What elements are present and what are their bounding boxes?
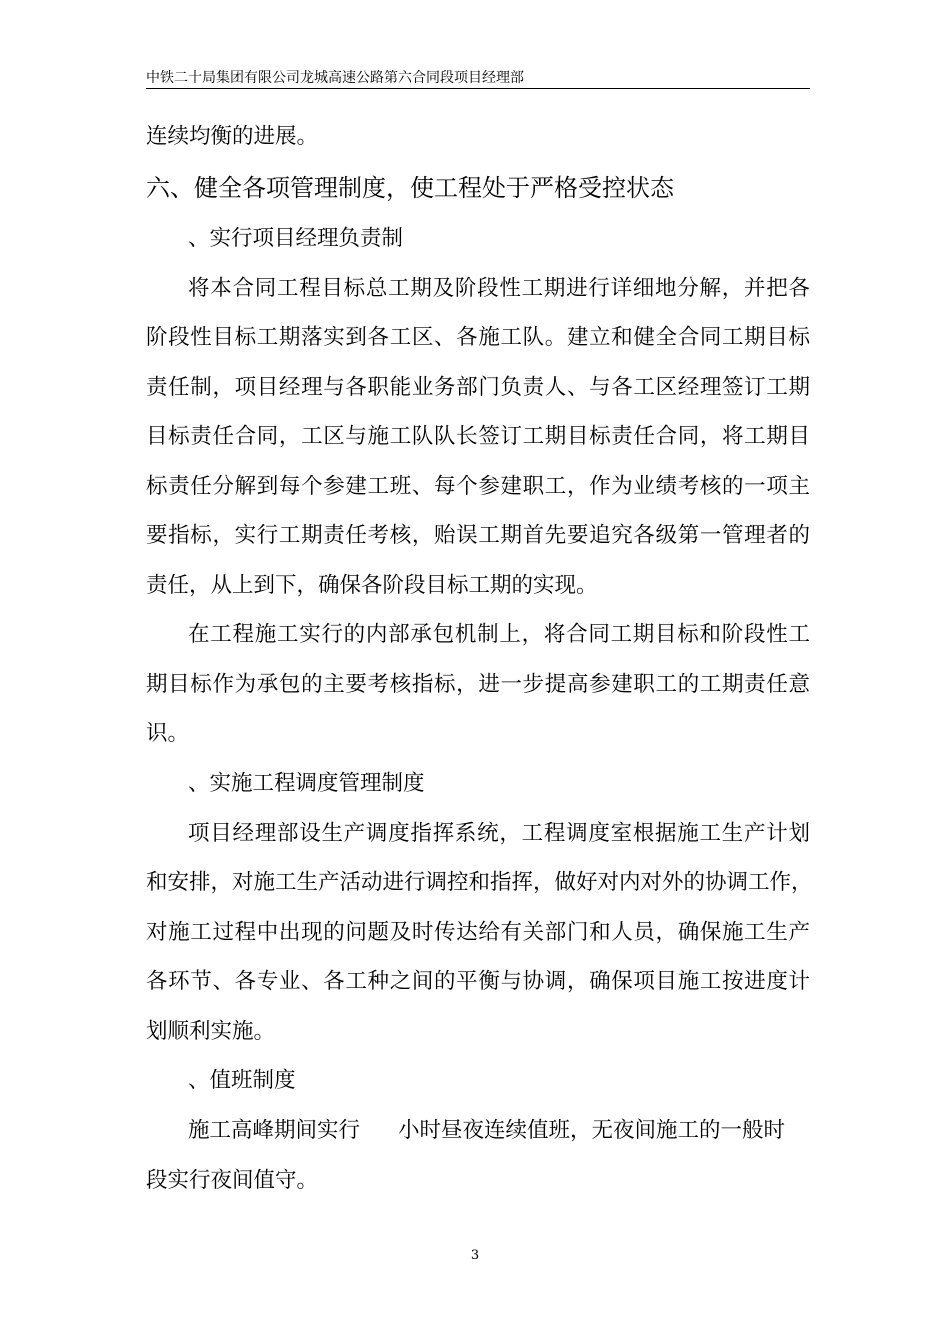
paragraph-line: 和安排，对施工生产活动进行调控和指挥，做好对内对外的协调工作， xyxy=(146,870,813,895)
paragraph-line-split xyxy=(146,1106,810,1156)
paragraph-line: 将本合同工程目标总工期及阶段性工期进行详细地分解，并把各 xyxy=(188,275,810,301)
paragraph-line: 阶段性目标工期落实到各工区、各施工队。建立和健全合同工期目标 xyxy=(146,325,810,350)
paragraph-line: 段实行夜间值守。 xyxy=(146,1167,319,1193)
paragraph-line: 标责任分解到每个参建工班、每个参建职工，作为业绩考核的一项主 xyxy=(146,473,810,499)
paragraph-line: 划顺利实施。 xyxy=(146,1018,276,1044)
paragraph-1 xyxy=(146,264,810,611)
subsection-title-2: 、实施工程调度管理制度 xyxy=(188,770,425,796)
paragraph-3 xyxy=(146,809,813,1057)
paragraph-line: 责任，从上到下，确保各阶段目标工期的实现。 xyxy=(146,572,598,598)
running-header: 中铁二十局集团有限公司龙城高速公路第六合同段项目经理部 xyxy=(146,68,810,89)
document-body xyxy=(146,112,813,1205)
page-number: 3 xyxy=(470,1248,480,1263)
paragraph-2 xyxy=(146,610,810,759)
paragraph-line: 项目经理部设生产调度指挥系统，工程调度室根据施工生产计划 xyxy=(188,820,810,846)
subsection-title-1: 、实行项目经理负责制 xyxy=(188,225,404,251)
paragraph-fragment: 施工高峰期间实行 xyxy=(188,1118,361,1143)
subsection-title-3: 、值班制度 xyxy=(188,1068,296,1093)
paragraph-line: 期目标作为承包的主要考核指标，进一步提高参建职工的工期责任意 xyxy=(146,671,810,697)
paragraph-line: 各环节、各专业、各工种之间的平衡与协调，确保项目施工按进度计 xyxy=(146,969,810,994)
paragraph-line: 识。 xyxy=(146,721,190,746)
paragraph-line: 在工程施工实行的内部承包机制上，将合同工期目标和阶段性工 xyxy=(188,622,810,647)
paragraph-line: 对施工过程中出现的问题及时传达给有关部门和人员，确保施工生产 xyxy=(146,919,810,945)
paragraph-line: 责任制，项目经理与各职能业务部门负责人、与各工区经理签订工期 xyxy=(146,374,810,400)
paragraph-4 xyxy=(146,1106,810,1205)
paragraph-line: 要指标，实行工期责任考核，贻误工期首先要追究各级第一管理者的 xyxy=(146,523,810,548)
section-heading: 六、健全各项管理制度，使工程处于严格受控状态 xyxy=(146,173,674,202)
paragraph-fragment: 小时昼夜连续值班，无夜间施工的一般时 xyxy=(398,1118,786,1143)
intro-line: 连续均衡的进展。 xyxy=(146,124,319,149)
paragraph-line: 目标责任合同，工区与施工队队长签订工期目标责任合同，将工期目 xyxy=(146,424,810,449)
